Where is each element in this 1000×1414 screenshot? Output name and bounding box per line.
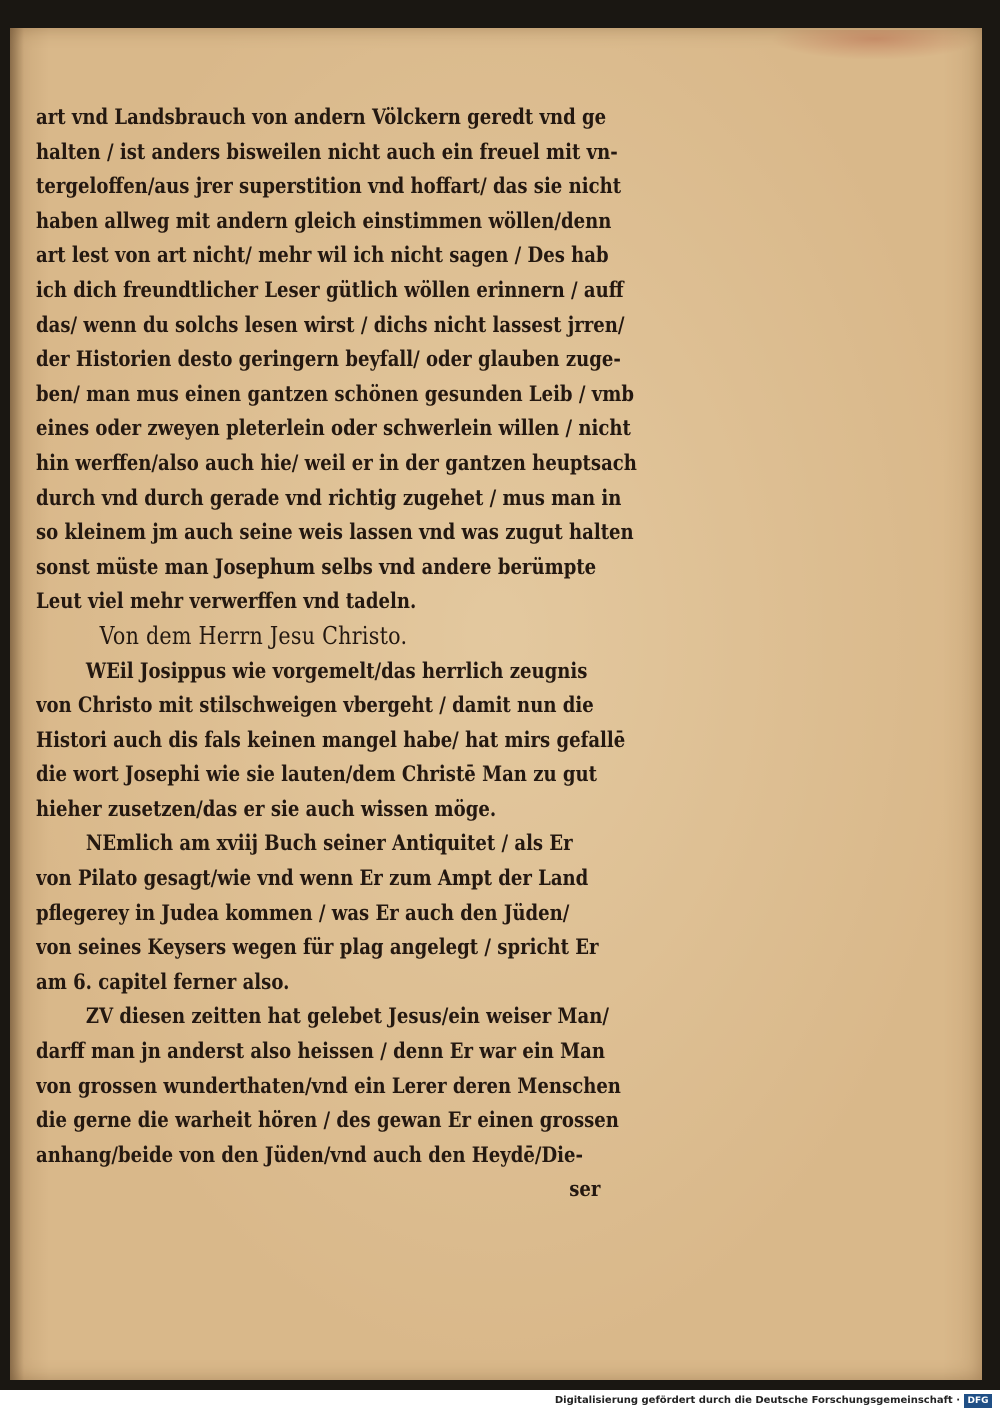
funding-credit: Digitalisierung gefördert durch die Deutsche Forschungsgemeinschaft · (554, 1395, 960, 1406)
page-gutter-shadow (10, 28, 24, 1380)
page-stain (770, 30, 980, 60)
text-line: Histori auch dis fals keinen mangel habe/ hat mirs gefallē (36, 726, 626, 752)
text-line: das/ wenn du solchs lesen wirst / dichs nicht lassest jrren/ (36, 311, 625, 337)
text-line: von Pilato gesagt/wie vnd wenn Er zum Ampt der Land (36, 865, 589, 891)
catchword: ser (569, 1176, 601, 1202)
text-line: art lest von art nicht/ mehr wil ich nicht sagen / Des hab (36, 242, 609, 268)
dfg-logo: DFG (964, 1394, 992, 1408)
text-line: art vnd Landsbrauch von andern Völckern geredt vnd ge (36, 104, 607, 129)
text-line: so kleinem jm auch seine weis lassen vnd was zugut halten (36, 519, 634, 545)
text-line: pflegerey in Judea kommen / was Er auch den Jüden/ (36, 899, 570, 925)
page-text-block (36, 100, 736, 1207)
text-line: sonst müste man Josephum selbs vnd andere berümpte (36, 553, 597, 579)
text-line: anhang/beide von den Jüden/vnd auch den Heydē/Die- (36, 1141, 584, 1167)
digitization-footer (0, 1390, 1000, 1414)
text-line: Leut viel mehr verwerffen vnd tadeln. (36, 588, 417, 614)
text-line: darff man jn anderst also heissen / denn Er war ein Man (36, 1038, 605, 1064)
section-heading: Von dem Herrn Jesu Christo. (99, 621, 408, 650)
book-page (10, 28, 982, 1380)
paragraph-first-line: WEil Josippus wie vorgemelt/das herrlich zeugnis (85, 657, 588, 683)
text-line: von Christo mit stilschweigen vbergeht / damit nun die (36, 692, 594, 718)
text-line: von grossen wunderthaten/vnd ein Lerer deren Menschen (36, 1072, 621, 1098)
text-line: durch vnd durch gerade vnd richtig zugehet / mus man in (36, 484, 622, 510)
text-line: der Historien desto geringern beyfall/ oder glauben zuge- (36, 346, 621, 372)
text-line: tergeloffen/aus jrer superstition vnd hoffart/ das sie nicht (36, 173, 622, 199)
text-line: ben/ man mus einen gantzen schönen gesunden Leib / vmb (36, 380, 634, 406)
text-line: hieher zusetzen/das er sie auch wissen möge. (36, 795, 497, 821)
text-line: die wort Josephi wie sie lauten/dem Christē Man zu gut (36, 761, 597, 787)
text-line: eines oder zweyen pleterlein oder schwerlein willen / nicht (36, 415, 631, 441)
text-line: ich dich freundtlicher Leser gütlich wöllen erinnern / auff (36, 276, 624, 302)
paragraph-first-line: NEmlich am xviij Buch seiner Antiquitet / als Er (85, 830, 573, 856)
paragraph-first-line: ZV diesen zeitten hat gelebet Jesus/ein weiser Man/ (85, 1003, 609, 1029)
text-line: am 6. capitel ferner also. (36, 968, 290, 994)
text-line: von seines Keysers wegen für plag angelegt / spricht Er (36, 934, 599, 960)
text-line: hin werffen/also auch hie/ weil er in der gantzen heuptsach (36, 449, 637, 475)
text-line: die gerne die warheit hören / des gewan Er einen grossen (36, 1107, 619, 1133)
text-line: haben allweg mit andern gleich einstimmen wöllen/denn (36, 207, 612, 233)
text-line: halten / ist anders bisweilen nicht auch ein freuel mit vn- (36, 138, 618, 164)
